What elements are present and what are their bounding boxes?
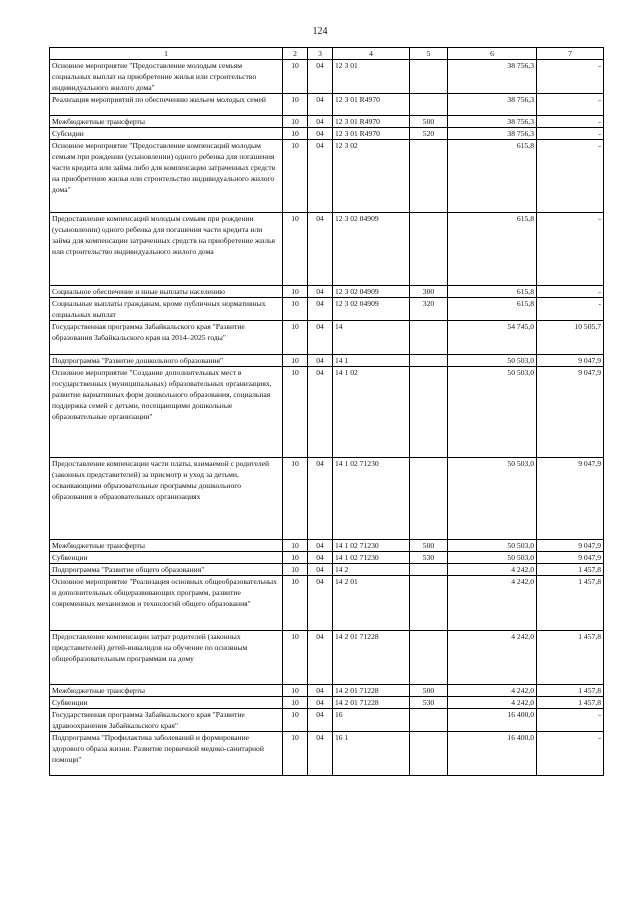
row-name: Предоставление компенсаций молодым семьям при рождении (усыновлении) одного ребенка для погашения части кредита или займа для компенсации затраченных средств на приобретение жилья или строительство индивидуального жилого дома <box>50 213 283 286</box>
row-expense-type <box>410 140 448 213</box>
row-name: Межбюджетные трансферты <box>50 540 283 552</box>
row-amount-1: 50 503,0 <box>448 540 537 552</box>
row-section: 10 <box>283 94 308 116</box>
row-expense-type: 520 <box>410 128 448 140</box>
row-target-code: 14 2 01 71228 <box>333 631 410 685</box>
column-header-3: 3 <box>308 48 333 60</box>
row-amount-2: 9 047,9 <box>537 552 604 564</box>
table-row <box>50 321 604 355</box>
row-target-code: 16 <box>333 709 410 732</box>
column-header-4: 4 <box>333 48 410 60</box>
row-expense-type <box>410 458 448 540</box>
row-amount-1: 4 242,0 <box>448 685 537 697</box>
row-section: 10 <box>283 128 308 140</box>
row-target-code: 12 3 02 04909 <box>333 213 410 286</box>
row-target-code: 14 <box>333 321 410 355</box>
table-row <box>50 140 604 213</box>
row-name: Основное мероприятие "Предоставление компенсаций молодым семьям при рождении (усыновлении) одного ребенка для погашения части кредита или займа либо для компенсации затраченных средств на приобретение жилья или строительство индивидуального жилого дома" <box>50 140 283 213</box>
row-amount-1: 38 756,3 <box>448 94 537 116</box>
row-target-code: 14 1 <box>333 355 410 367</box>
row-target-code: 14 2 01 71228 <box>333 685 410 697</box>
row-section: 10 <box>283 697 308 709</box>
row-target-code: 14 2 01 71228 <box>333 697 410 709</box>
row-subsection: 04 <box>308 631 333 685</box>
row-amount-2: - <box>537 60 604 94</box>
table-row <box>50 60 604 94</box>
row-target-code: 12 3 02 04909 <box>333 286 410 298</box>
table-row <box>50 631 604 685</box>
row-amount-1: 50 503,0 <box>448 367 537 458</box>
row-amount-2: - <box>537 709 604 732</box>
row-target-code: 14 2 <box>333 564 410 576</box>
column-header-2: 2 <box>283 48 308 60</box>
table-row <box>50 552 604 564</box>
row-subsection: 04 <box>308 697 333 709</box>
row-name: Социальные выплаты гражданам, кроме публичных нормативных социальных выплат <box>50 298 283 321</box>
budget-table <box>49 47 604 776</box>
row-section: 10 <box>283 321 308 355</box>
row-subsection: 04 <box>308 128 333 140</box>
row-amount-1: 615,8 <box>448 140 537 213</box>
row-target-code: 14 1 02 71230 <box>333 540 410 552</box>
row-amount-1: 54 745,0 <box>448 321 537 355</box>
row-target-code: 12 3 01 R4970 <box>333 116 410 128</box>
row-subsection: 04 <box>308 685 333 697</box>
row-amount-2: 1 457,8 <box>537 697 604 709</box>
row-name: Подпрограмма "Развитие общего образования" <box>50 564 283 576</box>
row-amount-2: - <box>537 213 604 286</box>
row-section: 10 <box>283 564 308 576</box>
row-amount-1: 4 242,0 <box>448 576 537 631</box>
row-amount-1: 4 242,0 <box>448 631 537 685</box>
row-section: 10 <box>283 552 308 564</box>
row-expense-type <box>410 732 448 776</box>
table-row <box>50 564 604 576</box>
table-row <box>50 367 604 458</box>
column-header-6: 6 <box>448 48 537 60</box>
row-amount-2: 9 047,9 <box>537 355 604 367</box>
row-amount-1: 50 503,0 <box>448 355 537 367</box>
row-target-code: 16 1 <box>333 732 410 776</box>
row-name: Межбюджетные трансферты <box>50 116 283 128</box>
table-row <box>50 355 604 367</box>
row-amount-1: 16 400,0 <box>448 709 537 732</box>
row-expense-type: 500 <box>410 116 448 128</box>
header-row <box>50 48 604 60</box>
row-section: 10 <box>283 140 308 213</box>
row-section: 10 <box>283 355 308 367</box>
row-name: Реализация мероприятий по обеспечению жильем молодых семей <box>50 94 283 116</box>
row-amount-1: 16 400,0 <box>448 732 537 776</box>
table-row <box>50 213 604 286</box>
row-amount-2: 9 047,9 <box>537 540 604 552</box>
row-expense-type <box>410 631 448 685</box>
row-section: 10 <box>283 709 308 732</box>
table-row <box>50 697 604 709</box>
row-subsection: 04 <box>308 367 333 458</box>
row-amount-2: 9 047,9 <box>537 367 604 458</box>
row-name: Предоставление компенсации затрат родителей (законных представителей) детей-инвалидов на обучение по основным общеобразовательным программам на дому <box>50 631 283 685</box>
row-section: 10 <box>283 213 308 286</box>
table-row <box>50 458 604 540</box>
table-row <box>50 732 604 776</box>
row-amount-2: - <box>537 140 604 213</box>
row-target-code: 12 3 02 <box>333 140 410 213</box>
row-name: Государственная программа Забайкальского края "Развитие здравоохранения Забайкальского края" <box>50 709 283 732</box>
table-row <box>50 128 604 140</box>
row-amount-1: 615,8 <box>448 298 537 321</box>
row-name: Подпрограмма "Профилактика заболеваний и формирование здорового образа жизни. Развитие первичной медико-санитарной помощи" <box>50 732 283 776</box>
row-amount-2: 1 457,8 <box>537 685 604 697</box>
row-name: Субвенции <box>50 552 283 564</box>
row-expense-type <box>410 213 448 286</box>
table-row <box>50 116 604 128</box>
row-subsection: 04 <box>308 732 333 776</box>
row-subsection: 04 <box>308 321 333 355</box>
row-expense-type: 320 <box>410 298 448 321</box>
row-amount-2: 10 505,7 <box>537 321 604 355</box>
row-amount-1: 50 503,0 <box>448 552 537 564</box>
row-target-code: 12 3 01 <box>333 60 410 94</box>
row-expense-type: 530 <box>410 697 448 709</box>
row-amount-2: 1 457,8 <box>537 576 604 631</box>
row-section: 10 <box>283 286 308 298</box>
row-subsection: 04 <box>308 564 333 576</box>
row-amount-2: - <box>537 732 604 776</box>
row-subsection: 04 <box>308 298 333 321</box>
row-target-code: 12 3 02 04909 <box>333 298 410 321</box>
row-name: Социальное обеспечение и иные выплаты населению <box>50 286 283 298</box>
row-expense-type <box>410 709 448 732</box>
row-section: 10 <box>283 116 308 128</box>
column-header-1: 1 <box>50 48 283 60</box>
row-amount-1: 615,8 <box>448 286 537 298</box>
row-target-code: 14 1 02 71230 <box>333 458 410 540</box>
row-amount-2: 1 457,8 <box>537 564 604 576</box>
row-expense-type: 500 <box>410 540 448 552</box>
row-subsection: 04 <box>308 709 333 732</box>
row-expense-type <box>410 60 448 94</box>
row-amount-1: 38 756,3 <box>448 128 537 140</box>
row-name: Основное мероприятие "Создание дополнительных мест в государственных (муниципальных) образовательных организациях, развитие вариативных форм дошкольного образования, социальная поддержка семей с детьми, посещающими дошкольные образовательные организации" <box>50 367 283 458</box>
row-amount-1: 50 503,0 <box>448 458 537 540</box>
row-subsection: 04 <box>308 116 333 128</box>
row-subsection: 04 <box>308 94 333 116</box>
row-name: Межбюджетные трансферты <box>50 685 283 697</box>
row-expense-type <box>410 367 448 458</box>
table-row <box>50 298 604 321</box>
row-amount-1: 4 242,0 <box>448 697 537 709</box>
row-name: Основное мероприятие "Предоставление молодым семьям социальных выплат на приобретение жилья или строительство индивидуального жилого дома" <box>50 60 283 94</box>
row-target-code: 14 2 01 <box>333 576 410 631</box>
row-expense-type <box>410 564 448 576</box>
row-expense-type <box>410 355 448 367</box>
table-row <box>50 576 604 631</box>
row-subsection: 04 <box>308 552 333 564</box>
row-section: 10 <box>283 631 308 685</box>
row-subsection: 04 <box>308 576 333 631</box>
row-amount-2: - <box>537 94 604 116</box>
row-subsection: 04 <box>308 140 333 213</box>
table-row <box>50 685 604 697</box>
row-subsection: 04 <box>308 355 333 367</box>
row-amount-2: - <box>537 286 604 298</box>
row-section: 10 <box>283 298 308 321</box>
row-amount-2: 9 047,9 <box>537 458 604 540</box>
row-name: Государственная программа Забайкальского края "Развитие образования Забайкальского края на 2014–2025 годы" <box>50 321 283 355</box>
row-section: 10 <box>283 458 308 540</box>
row-amount-2: - <box>537 298 604 321</box>
row-subsection: 04 <box>308 213 333 286</box>
row-subsection: 04 <box>308 540 333 552</box>
row-section: 10 <box>283 685 308 697</box>
row-subsection: 04 <box>308 458 333 540</box>
row-expense-type <box>410 576 448 631</box>
row-amount-1: 615,8 <box>448 213 537 286</box>
page-number: 124 <box>312 26 328 37</box>
row-name: Субсидии <box>50 128 283 140</box>
table-body <box>50 60 604 776</box>
row-name: Предоставление компенсации части платы, взимаемой с родителей (законных представителей) за присмотр и уход за детьми, осваивающими образовательные программы дошкольного образования в образовательных организациях <box>50 458 283 540</box>
row-amount-1: 4 242,0 <box>448 564 537 576</box>
row-amount-2: - <box>537 128 604 140</box>
row-expense-type <box>410 321 448 355</box>
row-section: 10 <box>283 367 308 458</box>
column-header-7: 7 <box>537 48 604 60</box>
row-section: 10 <box>283 60 308 94</box>
table-row <box>50 286 604 298</box>
row-section: 10 <box>283 540 308 552</box>
row-amount-1: 38 756,3 <box>448 60 537 94</box>
row-expense-type: 530 <box>410 552 448 564</box>
table-row <box>50 540 604 552</box>
column-header-5: 5 <box>410 48 448 60</box>
row-subsection: 04 <box>308 286 333 298</box>
table-row <box>50 709 604 732</box>
row-amount-1: 38 756,3 <box>448 116 537 128</box>
row-expense-type: 300 <box>410 286 448 298</box>
table-row <box>50 94 604 116</box>
row-name: Подпрограмма "Развитие дошкольного образования" <box>50 355 283 367</box>
row-section: 10 <box>283 732 308 776</box>
row-expense-type: 500 <box>410 685 448 697</box>
row-name: Основное мероприятие "Реализация основных общеобразовательных и дополнительных общеразвивающих программ, развитие современных механизмов и технологий общего образования" <box>50 576 283 631</box>
row-target-code: 12 3 01 R4970 <box>333 94 410 116</box>
row-expense-type <box>410 94 448 116</box>
row-section: 10 <box>283 576 308 631</box>
row-amount-2: - <box>537 116 604 128</box>
row-amount-2: 1 457,8 <box>537 631 604 685</box>
row-subsection: 04 <box>308 60 333 94</box>
row-target-code: 12 3 01 R4970 <box>333 128 410 140</box>
row-target-code: 14 1 02 71230 <box>333 552 410 564</box>
row-name: Субвенции <box>50 697 283 709</box>
row-target-code: 14 1 02 <box>333 367 410 458</box>
